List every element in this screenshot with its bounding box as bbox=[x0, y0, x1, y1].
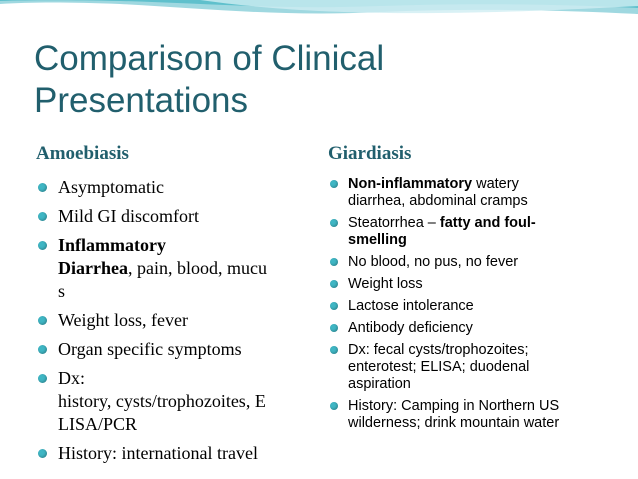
list-item bbox=[38, 309, 310, 332]
bullet-icon bbox=[330, 280, 338, 288]
list-item-text: Dx: bbox=[58, 368, 85, 388]
header-wave-decoration bbox=[0, 0, 638, 40]
list-item-text: , pain, blood, mucu bbox=[127, 258, 267, 278]
bullet-icon bbox=[38, 212, 47, 221]
bullet-icon bbox=[38, 449, 47, 458]
list-item-text: Weight loss bbox=[348, 276, 423, 292]
bullet-icon bbox=[330, 346, 338, 354]
list-item bbox=[38, 338, 310, 361]
title-line-2: Presentations bbox=[34, 81, 249, 120]
list-item-text: LISA/PCR bbox=[58, 414, 138, 434]
list-item-text: History: Camping in Northern US bbox=[348, 398, 560, 414]
list-item-bold-text: Inflammatory bbox=[58, 235, 166, 255]
list-item-text: enterotest; ELISA; duodenal bbox=[348, 359, 530, 375]
list-item-text: Dx: fecal cysts/trophozoites; bbox=[348, 342, 529, 358]
list-item-text: Asymptomatic bbox=[58, 177, 164, 197]
bullet-icon bbox=[330, 258, 338, 266]
list-item bbox=[330, 342, 620, 393]
list-item-bold-text: Diarrhea bbox=[58, 258, 128, 278]
list-item-text: Mild GI discomfort bbox=[58, 206, 199, 226]
list-item-text: Steatorrhea – bbox=[348, 215, 440, 231]
bullet-icon bbox=[38, 183, 47, 192]
list-item bbox=[38, 176, 310, 199]
list-item bbox=[38, 234, 310, 303]
list-item-text: diarrhea, abdominal cramps bbox=[348, 193, 528, 209]
bullet-icon bbox=[38, 345, 47, 354]
list-item-text: No blood, no pus, no fever bbox=[348, 254, 519, 270]
list-item-text: history, cysts/trophozoites, E bbox=[58, 391, 266, 411]
page-title bbox=[34, 38, 594, 122]
bullet-icon bbox=[330, 402, 338, 410]
list-item-bold-text: Non-inflammatory bbox=[348, 176, 473, 192]
bullet-icon bbox=[330, 302, 338, 310]
list-item bbox=[330, 298, 620, 315]
list-item bbox=[330, 398, 620, 432]
list-item bbox=[38, 442, 310, 465]
list-item-text: s bbox=[58, 281, 66, 301]
bullet-icon bbox=[330, 180, 338, 188]
list-item-text: Weight loss, fever bbox=[58, 310, 189, 330]
list-item-text: Lactose intolerance bbox=[348, 298, 474, 314]
amoebiasis-list bbox=[38, 176, 310, 471]
giardiasis-heading: Giardiasis bbox=[328, 143, 412, 164]
list-item-bold-text: fatty and foul- bbox=[439, 215, 536, 231]
list-item-text: History: international travel bbox=[58, 443, 258, 463]
bullet-icon bbox=[38, 241, 47, 250]
title-line-1: Comparison of Clinical bbox=[34, 39, 385, 78]
giardiasis-list bbox=[330, 176, 620, 437]
list-item-text: Antibody deficiency bbox=[348, 320, 473, 336]
amoebiasis-heading: Amoebiasis bbox=[36, 143, 129, 164]
list-item-text: Organ specific symptoms bbox=[58, 339, 242, 359]
list-item bbox=[330, 215, 620, 249]
list-item bbox=[330, 320, 620, 337]
list-item-text: wilderness; drink mountain water bbox=[348, 415, 560, 431]
list-item bbox=[38, 367, 310, 436]
list-item bbox=[330, 254, 620, 271]
list-item bbox=[38, 205, 310, 228]
list-item-text: watery bbox=[472, 176, 519, 192]
bullet-icon bbox=[330, 219, 338, 227]
list-item bbox=[330, 276, 620, 293]
list-item-text: aspiration bbox=[348, 376, 411, 392]
list-item bbox=[330, 176, 620, 210]
bullet-icon bbox=[38, 374, 47, 383]
bullet-icon bbox=[38, 316, 47, 325]
bullet-icon bbox=[330, 324, 338, 332]
list-item-bold-text: smelling bbox=[348, 232, 407, 248]
